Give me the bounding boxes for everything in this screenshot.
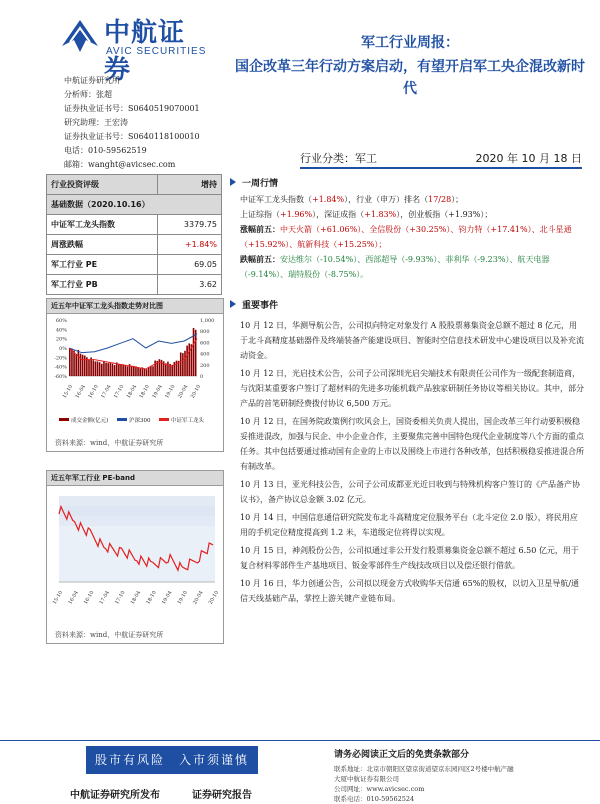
volume-bar [103, 361, 105, 376]
analyst-info [64, 74, 200, 172]
volume-bar [161, 360, 163, 376]
meta-line: 研究助理：王宏涛 [64, 118, 128, 127]
x-tick-label: 17-04 [100, 384, 113, 400]
report-title [230, 32, 590, 100]
volume-bar [118, 364, 120, 376]
news-item: 10 月 12 日，华测导航公告，公司拟向特定对象发行 A 股股票募集资金总额不超过 8 亿元，用于北斗高精度基础器件及终端装备产能建设项目、智能时空信息技术研发中心建设项目以及补充流动资金。 [240, 321, 584, 360]
y-tick-label: -60% [54, 374, 67, 380]
table-row [47, 275, 222, 295]
meta-line: 分析师：张超 [64, 90, 112, 99]
volume-bar [148, 367, 150, 376]
volume-bar [144, 369, 146, 376]
x-tick-label: 16-10 [87, 384, 100, 400]
gainers [240, 222, 585, 252]
news-item: 10 月 12 日，光启技术公告，公司子公司深圳光启尖端技术有限责任公司作为一级配套制造商，与沈阳某重要客户签订了超材料的先进多功能机载产品独家研制任务协议等相关协议。其中，部分产品的首笔研制经费拨付协议 6,500 万元。 [240, 369, 584, 408]
value: +1.84% [312, 195, 345, 204]
chart2-title: 近五年军工行业 PE-band [47, 471, 223, 486]
meta-line: 证券执业证书号：S0640519070001 [64, 104, 200, 113]
x-tick-label: 19-10 [176, 590, 189, 606]
volume-bar [174, 362, 176, 376]
disclaimer-note: 请务必阅读正文后的免责条款部分 [334, 750, 470, 760]
text: ），深证成指（ [312, 210, 365, 219]
legend-label: 沪深300 [129, 418, 151, 424]
row-value: 3.62 [157, 275, 221, 295]
volume-bar [101, 364, 103, 376]
y2-tick-label: 600 [200, 340, 210, 347]
volume-bar [154, 361, 156, 376]
x-tick-label: 20-10 [189, 384, 203, 400]
footer-report-type: 证券研究报告 [192, 790, 252, 801]
events-body [240, 318, 585, 609]
section-heading: 重要事件 [242, 301, 279, 311]
x-tick-label: 17-10 [114, 590, 127, 606]
section-events [230, 298, 278, 311]
volume-bar [112, 364, 114, 376]
loss-text: 安达维尔（-10.54%）、西部超导（-9.93%）、菲利华（-9.23%）、航天电器（-9.14%）、瑞特股份（-8.75%）。 [240, 255, 550, 279]
news-item: 10 月 16 日，华力创通公告，公司拟以现金方式收购华天信通 65%的股权，以切入卫星导航/通信天线基础产品，掌控上游关键产业链布局。 [240, 579, 580, 603]
x-tick-label: 20-10 [207, 590, 221, 606]
volume-bar [139, 368, 141, 376]
meta-line: 证券执业证书号：S0640118100010 [64, 132, 200, 141]
meta-line: 电话：010-59562519 [64, 146, 147, 155]
y2-tick-label: 800 [200, 329, 210, 336]
volume-bar [184, 351, 186, 376]
x-tick-label: 20-04 [192, 590, 205, 606]
legend-swatch [59, 418, 69, 421]
gain-label: 涨幅前五： [240, 225, 280, 234]
chart1-title: 近五年中证军工龙头指数走势对比图 [47, 299, 223, 314]
chart2-svg [47, 486, 223, 624]
volume-bar [78, 350, 80, 376]
section-weekly [230, 176, 278, 189]
value: 17/28 [428, 195, 452, 204]
volume-bar [188, 343, 190, 376]
volume-bar [133, 366, 135, 376]
text: 上证综指（ [240, 210, 280, 219]
x-tick-label: 18-04 [129, 590, 143, 606]
industry-category: 行业分类：军工 [300, 152, 377, 165]
pe-band [59, 526, 215, 582]
series-line-1 [69, 334, 197, 353]
volume-bar [90, 357, 92, 376]
row-key: 中证军工龙头指数 [47, 215, 158, 235]
table-row [47, 255, 222, 275]
rating-row [47, 175, 222, 195]
row-key: 军工行业 PE [47, 255, 158, 275]
meta-line: 中航证券研究所 [64, 76, 120, 85]
volume-bar [186, 346, 188, 376]
y-tick-label: -20% [54, 355, 67, 362]
volume-bar [88, 360, 90, 376]
volume-bar [131, 366, 133, 376]
value: +1.96% [280, 210, 313, 219]
volume-bar [167, 362, 169, 376]
news-item: 10 月 14 日，中国信息通信研究院发布北斗高精度定位服务平台（北斗定位 2.0 版），将民用应用的手机定位精度提高到 1.2 米，车道级定位将得以实现。 [240, 513, 578, 537]
row-value: 3379.75 [157, 215, 221, 235]
chart1-svg [47, 314, 223, 432]
phone: 联系电话：010-59562524 [334, 795, 415, 803]
y2-tick-label: 400 [200, 351, 210, 358]
volume-bar [71, 349, 73, 376]
contact-info [334, 764, 514, 804]
volume-bar [120, 364, 122, 376]
basic-data-table [46, 174, 222, 295]
volume-bar [137, 367, 139, 376]
x-tick-label: 18-10 [138, 384, 151, 400]
x-tick-label: 15-10 [51, 590, 65, 606]
losers [240, 252, 585, 282]
text: 中证军工龙头指数（ [240, 195, 312, 204]
website: 公司网址：www.avicsec.com [334, 785, 425, 793]
x-tick-label: 16-04 [74, 384, 87, 400]
risk-warning: 股市有风险 入市须谨慎 [86, 746, 258, 774]
volume-bar [114, 365, 116, 376]
volume-bar [97, 361, 99, 376]
legend-label: 中证军工龙头 [171, 418, 205, 424]
news-item: 10 月 13 日，亚光科技公告，公司子公司成都亚光近日收到与特殊机构客户签订的《产品备产协议书》，备产协议总金额 3.02 亿元。 [240, 480, 580, 504]
value: +1.83% [364, 210, 397, 219]
volume-bar [92, 360, 94, 376]
volume-bar [124, 365, 126, 376]
loss-label: 跌幅前五： [240, 255, 280, 264]
volume-bar [127, 366, 129, 376]
row-key: 周涨跌幅 [47, 235, 158, 255]
logo-text-cn: 中航证券 [104, 18, 186, 85]
volume-bar [116, 362, 118, 376]
gain-text: 中天火箭（+61.06%）、全信股份（+30.25%）、钧力特（+17.41%）、北斗星通（+15.92%）、航新科技（+15.25%）； [240, 225, 572, 249]
volume-bar [107, 363, 109, 376]
news-item: 10 月 15 日，神剑股份公告，公司拟通过非公开发行股票募集资金总额不超过 6.50 亿元，用于复合材料零部件生产基地项目、钣金零部件生产线技改项目以及偿还银行借款。 [240, 546, 579, 570]
logo-text-en: AVIC SECURITIES [106, 46, 207, 57]
volume-bar [75, 354, 77, 376]
legend-swatch [159, 418, 169, 421]
chart-index-trend [46, 298, 224, 452]
x-tick-label: 19-04 [151, 384, 164, 400]
x-tick-label: 19-04 [160, 590, 174, 606]
basic-data-label: 基础数据（2020.10.16） [47, 195, 222, 215]
volume-bar [105, 363, 107, 376]
x-tick-label: 18-04 [125, 384, 139, 400]
report-title-line1: 军工行业周报： [361, 35, 459, 51]
table-row [47, 235, 222, 255]
chart1-source: 资料来源：wind，中航证券研究所 [55, 439, 164, 447]
section-heading: 一周行情 [242, 179, 279, 189]
category-date-line [300, 150, 582, 166]
volume-bar [69, 348, 71, 376]
text: ）； [451, 195, 464, 204]
table-row [47, 215, 222, 235]
x-tick-label: 19-10 [164, 384, 177, 400]
y-tick-label: 60% [55, 318, 67, 324]
address: 联系地址：北京市朝阳区望京街道望京东园四区2号楼中航产融大厦中航证券有限公司 [334, 765, 514, 783]
rating-label: 行业投资评级 [47, 175, 158, 195]
y2-tick-label: 200 [200, 362, 210, 369]
row-value: +1.84% [157, 235, 221, 255]
x-tick-label: 20-04 [176, 384, 190, 400]
x-tick-label: 17-10 [112, 384, 126, 400]
basic-data-header [47, 195, 222, 215]
volume-bar [80, 354, 82, 376]
news-item: 10 月 12 日，在国务院政策例行吹风会上，国资委相关负责人提出，国企改革三年行动要积极稳妥推进混改，加强与民企、中小企业合作，主要聚焦完善中国特色现代企业制度等八个方面的重点任务。其中包括要通过推动国有企业的上市以及围绕上市进行各种改革，包括积极稳妥推进混合所有制改革。 [240, 417, 584, 471]
weekly-body [240, 192, 585, 282]
volume-bar [99, 362, 101, 376]
x-tick-label: 15-10 [61, 384, 75, 400]
x-tick-label: 16-04 [67, 590, 80, 606]
report-title-line2: 国企改革三年行动方案启动，有望开启军工央企混改新时代 [235, 59, 585, 97]
x-tick-label: 16-10 [82, 590, 96, 606]
weekly-line [240, 192, 585, 207]
volume-bar [180, 352, 182, 376]
volume-bar [95, 361, 97, 376]
legend-label: 成交金额(亿元) [71, 418, 109, 424]
text: ），创业板指（+1.93%）； [396, 210, 493, 219]
report-date: 2020 年 10 月 18 日 [475, 152, 582, 165]
footer-divider [0, 740, 600, 741]
legend-swatch [117, 418, 127, 421]
weekly-line [240, 207, 585, 222]
y-tick-label: 20% [55, 336, 67, 343]
footer-publisher: 中航证券研究所发布 [70, 790, 160, 801]
y2-tick-label: 1,000 [200, 318, 215, 324]
rating-value: 增持 [157, 175, 221, 195]
section-marker-icon [230, 178, 236, 186]
volume-bar [195, 330, 197, 376]
row-value: 69.05 [157, 255, 221, 275]
x-tick-label: 18-10 [145, 590, 158, 606]
volume-bar [152, 366, 154, 376]
volume-bar [73, 351, 75, 376]
y-tick-label: 40% [55, 327, 67, 334]
x-tick-label: 17-04 [98, 590, 111, 606]
y-tick-label: 0% [59, 346, 67, 352]
row-key: 军工行业 PB [47, 275, 158, 295]
y2-tick-label: 0 [200, 374, 204, 380]
volume-bar [110, 363, 112, 376]
volume-bar [182, 353, 184, 376]
chart2-source: 资料来源：wind，中航证券研究所 [55, 631, 164, 639]
logo-emblem-icon [60, 16, 100, 56]
divider [300, 167, 582, 169]
section-marker-icon [230, 300, 236, 308]
volume-bar [150, 366, 152, 376]
volume-bar [176, 361, 178, 376]
volume-bar [84, 356, 86, 376]
volume-bar [146, 369, 148, 376]
meta-line: 邮箱：wanght@avicsec.com [64, 160, 176, 169]
y-tick-label: -40% [54, 364, 67, 371]
volume-bar [82, 355, 84, 376]
chart-pe-band [46, 470, 224, 644]
volume-bar [122, 364, 124, 376]
text: ），行业（申万）排名（ [344, 195, 429, 204]
